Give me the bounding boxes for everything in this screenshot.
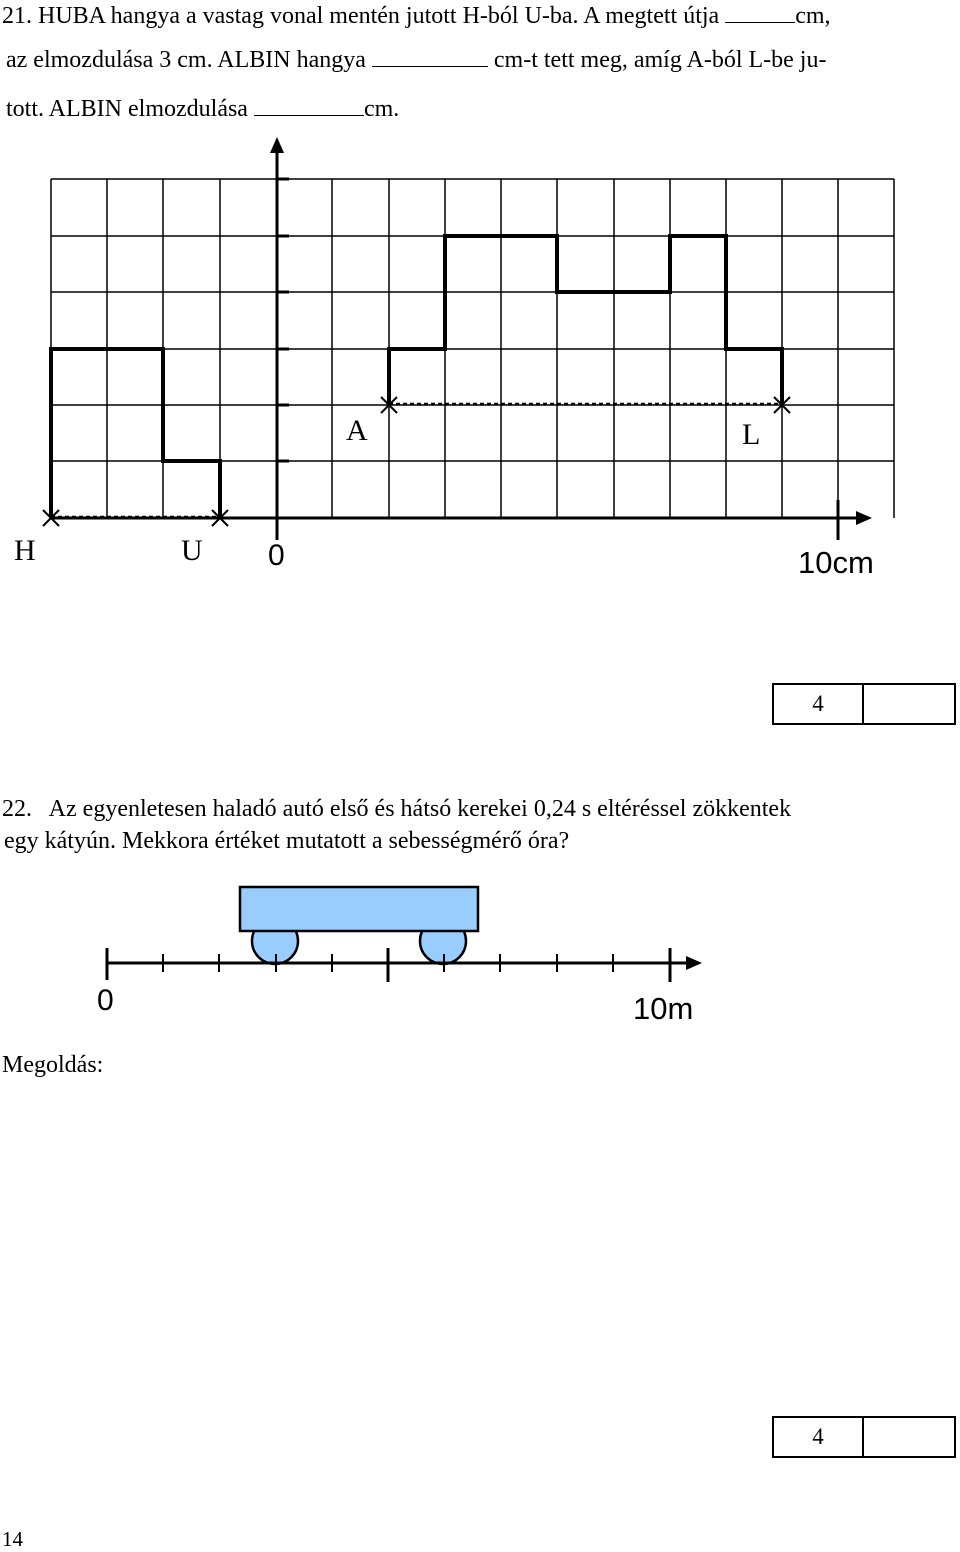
axis-label-zero-m: 0 [97,984,114,1017]
axis-label-zero: 0 [268,539,285,572]
score-points: 4 [812,1424,824,1449]
axis-label-10m: 10m [633,991,694,1026]
y-axis-arrowhead [270,137,284,153]
albin-path [389,236,782,405]
score-earned-field[interactable] [862,1418,954,1456]
score-earned-field[interactable] [862,685,954,723]
huba-path [51,349,220,518]
score-points: 4 [812,691,824,716]
label-A: A [346,414,368,447]
problem-21-text-a: 21. HUBA hangya a vastag vonal mentén jutott H-ból U-ba. A megtett útja [2,3,720,29]
axis-ticks [107,948,670,982]
ant-path-diagram [0,0,960,600]
problem-21-text-d: cm-t tett meg, amíg A-ból L-be ju- [493,47,827,73]
label-L: L [742,418,761,451]
problem-22-line-1: 22. Az egyenletesen haladó autó első és hátsó kerekei 0,24 s eltéréssel zökkentek [2,796,792,822]
problem-21-text-f: cm. [363,96,400,122]
label-H: H [14,534,36,567]
car-body [240,887,478,931]
distance-axis-arrowhead [686,956,702,970]
x-axis-arrowhead [856,511,872,525]
problem-21-text-c: az elmozdulása 3 cm. ALBIN hangya [6,47,366,73]
page-number: 14 [2,1527,23,1551]
score-box-21 [772,683,956,725]
problem-21-text-e: tott. ALBIN elmozdulása [6,96,248,122]
car-diagram [0,870,960,1040]
y-axis [277,148,289,540]
score-box-22 [772,1416,956,1458]
label-U: U [181,534,203,567]
solution-label: Megoldás: [2,1052,104,1078]
axis-label-10cm: 10cm [798,545,874,580]
problem-21-text-b: cm, [795,3,831,29]
problem-22-line-2: egy kátyún. Mekkora értéket mutatott a sebességmérő óra? [4,828,570,854]
